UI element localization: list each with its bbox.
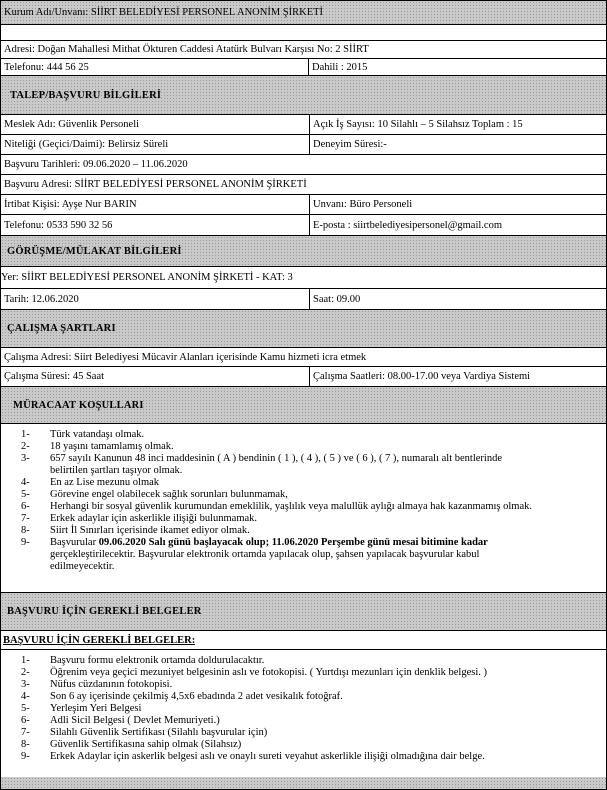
item-number: 1- [21,655,30,666]
interview-hour: Saat: 09.00 [309,289,606,309]
item-number: 9- [21,751,30,762]
item-text: Son 6 ay içerisinde çekilmiş 4,5x6 ebadında 2 adet vesikalık fotoğraf. [50,691,343,702]
contact-row [1,195,606,215]
contact-person: İrtibat Kişisi: Ayşe Nur BARIN [4,199,137,210]
item-number: 7- [21,513,30,524]
list-item [1,679,606,691]
item-number: 4- [21,691,30,702]
open-positions: Açık İş Sayısı: 10 Silahlı – 5 Silahsız Toplam : 15 [309,115,606,134]
documents-title-row [1,631,606,650]
work-address-row [1,348,606,367]
list-item [1,739,606,751]
item-number: 8- [21,525,30,536]
list-item-continuation [1,465,606,477]
item-text: Herhangi bir sosyal güvenlik kurumundan emeklilik, yaşlılık veya malullük aylığı almaya hak kazanmamış olmak. [50,501,533,512]
item-number: 3- [21,679,30,690]
address-row [1,41,606,59]
application-address-row [1,175,606,195]
item-number: 5- [21,703,30,714]
phone-row [1,59,606,76]
institution-name: Kurum Adı/Unvanı: SİİRT BELEDİYESİ PERSONEL ANONİM ŞİRKETİ [4,7,324,18]
interview-place: Yer: SİİRT BELEDİYESİ PERSONEL ANONİM ŞİRKETİ - KAT: 3 [1,272,293,283]
application-address: Başvuru Adresi: SİİRT BELEDİYESİ PERSONEL ANONİM ŞİRKETİ [4,179,307,190]
item-number: 6- [21,715,30,726]
work-conditions-header [1,310,606,348]
list-item [1,667,606,679]
requirements-title: MÜRACAAT KOŞULLARI [13,399,144,411]
application-dates: Başvuru Tarihleri: 09.06.2020 – 11.06.2020 [4,159,188,170]
request-section-title: TALEP/BAŞVURU BİLGİLERİ [10,89,162,101]
item-text: edilmeyecektir. [50,561,115,572]
interview-section-header [1,236,606,267]
list-item [1,525,606,537]
item-text: Silahlı Güvenlik Sertifikası (Silahlı başvurular için) [50,727,268,738]
item-text: 657 sayılı Kanunun 48 inci maddesinin ( A ) bendinin ( 1 ), ( 4 ), ( 5 ) ve ( 6 ), ( 7 ), numaralı alt bentlerinde [50,453,502,464]
work-hours-row [1,367,606,387]
contact-phone-row [1,215,606,236]
item-text: Nüfus cüzdanının fotokopisi. [50,679,173,690]
documents-items [1,655,606,763]
list-item-continuation [1,561,606,573]
item-text: Adli Sicil Belgesi ( Devlet Memuriyeti.) [50,715,220,726]
interview-section-title: GÖRÜŞME/MÜLAKAT BİLGİLERİ [7,245,182,257]
institution-phone: Telefonu: 444 56 25 [4,61,89,73]
item-text: Yerleşim Yeri Belgesi [50,703,142,714]
contact-email: E-posta : siirtbelediyesipersonel@gmail.com [309,215,606,235]
documents-title: BAŞVURU İÇİN GEREKLİ BELGELER: [3,634,196,646]
contact-title: Unvanı: Büro Personeli [309,195,606,214]
item-text: 18 yaşını tamamlamış olmak. [50,441,174,452]
item-text: gerçekleştirilecektir. Başvurular elektronik ortamda yapılacak olup, şahsen yapılacak başvurular kabul [50,549,480,560]
list-item [1,655,606,667]
item-number: 9- [21,537,30,548]
occupation: Meslek Adı: Güvenlik Personeli [4,119,140,130]
contact-phone: Telefonu: 0533 590 32 56 [4,219,113,231]
list-item [1,489,606,501]
interview-date: Tarih: 12.06.2020 [4,293,79,305]
position-nature: Niteliği (Geçici/Daimi): Belirsiz Süreli [4,139,169,150]
item-number: 7- [21,727,30,738]
item-number: 6- [21,501,30,512]
item-text: Görevine engel olabilecek sağlık sorunları bulunmamak, [50,489,288,500]
list-item [1,441,606,453]
experience: Deneyim Süresi:- [309,135,606,154]
item-text: Siirt İl Sınırları içerisinde ikamet ediyor olmak. [50,525,250,536]
list-item [1,715,606,727]
institution-address: Adresi: Doğan Mahallesi Mithat Ökturen Caddesi Atatürk Bulvarı Karşısı No: 2 SİİRT [4,44,369,55]
item-number: 3- [21,453,30,464]
list-item [1,537,606,549]
item-text: Erkek adaylar için askerlikle ilişiği bulunmamak. [50,513,258,524]
item-text: Öğrenim veya geçici mezuniyet belgesinin aslı ve fotokopisi. ( Yurtdışı mezunları için denklik belgesi. ) [50,667,487,678]
list-item [1,513,606,525]
item-text: Başvuru formu elektronik ortamda doldurulacaktır. [50,655,265,666]
item-text: En az Lise mezunu olmak [50,477,160,488]
list-item [1,477,606,489]
institution-row [1,1,606,25]
list-item [1,703,606,715]
occupation-row [1,115,606,135]
list-item [1,501,606,513]
interview-place-row [1,267,606,289]
item-number: 4- [21,477,30,488]
work-duration: Çalışma Süresi: 45 Saat [4,371,105,382]
item-text: Başvurular 09.06.2020 Salı günü başlayacak olup; 11.06.2020 Perşembe günü mesai bitimine kadar [50,537,488,548]
gap-row [1,25,606,41]
work-address: Çalışma Adresi: Siirt Belediyesi Mücavir Alanları içerisinde Kamu hizmeti icra etmek [4,351,367,363]
requirements-header [1,387,606,424]
item-number: 1- [21,429,30,440]
dates-row [1,155,606,175]
list-item [1,453,606,465]
interview-time-row [1,289,606,310]
request-section-header [1,76,606,115]
footer-band [1,777,606,789]
requirements-list [1,425,606,593]
list-item [1,751,606,763]
nature-row [1,135,606,155]
item-number: 2- [21,667,30,678]
item-text: Erkek Adaylar için askerlik belgesi aslı ve onaylı sureti veyahut askerlikle ilişiği olmadığına dair belge. [50,751,485,762]
documents-header [1,593,606,631]
documents-list [1,651,606,777]
item-text: belirtilen şartları taşıyor olmak. [50,465,183,476]
list-item [1,727,606,739]
list-item-continuation [1,549,606,561]
work-hours: Çalışma Saatleri: 08.00-17.00 veya Vardiya Sistemi [309,367,606,386]
item-number: 2- [21,441,30,452]
item-text: Güvenlik Sertifikasına sahip olmak (Silahsız) [50,739,242,750]
item-text: Türk vatandaşı olmak. [50,429,145,440]
list-item [1,691,606,703]
item-number: 5- [21,489,30,500]
documents-section-title: BAŞVURU İÇİN GEREKLİ BELGELER [7,606,202,617]
work-conditions-title: ÇALIŞMA ŞARTLARI [7,323,116,334]
item-number: 8- [21,739,30,750]
requirements-items [1,429,606,537]
institution-extension: Dahili : 2015 [308,59,606,75]
list-item [1,429,606,441]
